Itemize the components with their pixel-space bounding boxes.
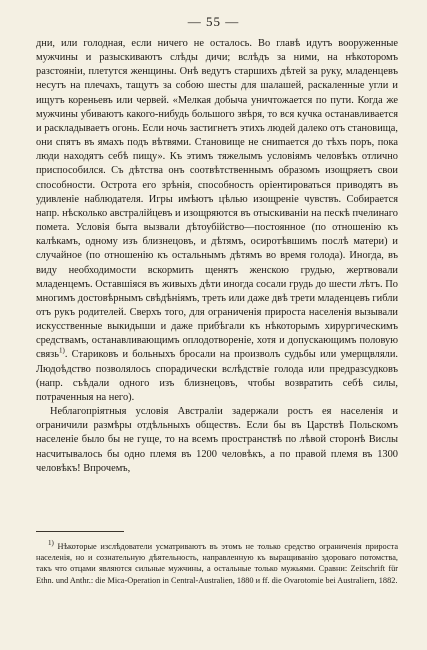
paragraph-text: дни, или голодная, если ничего не осталось. Во главѣ идутъ вооруженные мужчины и разыскиваютъ слѣды дичи; вслѣдъ за ними, на нѣкоторомъ разстояніи, плетутся женщины. Онѣ ведутъ старшихъ дѣтей за руку, младенцевъ несутъ на плечахъ, тащутъ за собою шесты для шалашей, раскаленные угли и ищутъ кореньевъ или червей. «Мелкая добыча уничтожается по пути. Когда же мужчины убиваютъ какого-нибудь большого звѣря, то вся кучка останавливается и раскладываетъ огонь. Если ночь застигнетъ этихъ людей далеко отъ становища, они спятъ въ ямахъ подъ вѣтвями. Становище не сниmается до тѣхъ поръ, пока люди находятъ себѣ пищу». Къ этимъ тяжелымъ условіямъ человѣкъ отлично приспособился. Съ дѣтства онъ соотвѣтственнымъ образомъ изощряетъ свои способности. Острота его зрѣнія, способность оріентироваться приводятъ въ удивленіе наблюдателя. Игры имѣютъ цѣлью изощреніе чувствъ. Собирается напр. нѣсколько австралійцевъ и изощряются въ отыскиваніи на пескѣ пчелинаго помета. Условія быта вызвали дѣтоубійство—постоянное (по отношенію къ калѣкамъ, одному изъ близнецовъ, и дѣтямъ, осиротѣвшимъ послѣ матери) и случайное (по отношенію къ остальнымъ дѣтямъ во время голода). Иногда, въ виду необходимости вскормить щенятъ женскою грудью, жертвовали младенцемъ. Оставшіяся въ живыхъ дѣти иногда сосали грудь до шести лѣтъ. По многимъ достовѣрнымъ свѣдѣніямъ, треть или даже двѣ трети младенцевъ гибли отъ рукъ родителей. Сверхъ того, для ограниченія прироста населенія вызывали искусственные выкидыши и даже прибѣгали къ нѣкоторымъ хирургическимъ средствамъ, останавливающимъ оплодотвореніе, хотя и допускающимъ половую связь: [36, 38, 398, 361]
footnote-separator: [36, 531, 124, 532]
footnote-paragraph: [36, 541, 398, 586]
body-text: [36, 37, 398, 476]
footnote-reference[interactable]: 1): [59, 346, 65, 355]
paragraph: Неблагопріятныя условія Австраліи задержали ростъ ея населенія и ограничили размѣры отдѣльныхъ обществъ. Если бы въ Царствѣ Польскомъ населеніе было бы не гуще, то на всемъ пространствѣ по лѣвой сторонѣ Вислы насчитывалось бы одно племя въ 1200 человѣкъ, а по правой племя въ 1300 человѣкъ! Впрочемъ,: [36, 406, 398, 474]
footnote-text: Нѣкоторые изслѣдователи усматриваютъ въ этомъ не только средство ограниченія прироста населенія, но и сознательную дѣятельность, направленную къ выращиванію здороваго потомства, такъ что отцами являются сильные мужчины, а остальные только мужьями. Сравни: Zeitschrift für Ethn. und Anthr.: die Mica-Operation in Central-Australien, 1880 и ff. die Ovarotomie bei Australiern, 1882.: [36, 542, 398, 585]
page-number: — 55 —: [187, 14, 240, 29]
footnote-marker: 1): [48, 539, 54, 548]
paragraph: [36, 37, 398, 405]
paragraph-text-continued: . Стариковъ и больныхъ бросали на произволъ судьбы или умерщвляли. Людоѣдство позволялось спорадически вслѣдствіе голода или предразсудковъ (напр. съѣдали одного изъ близнецовъ, чтобы возвратить себѣ силы, потраченныя на него).: [36, 349, 398, 403]
footnote: [36, 541, 398, 586]
